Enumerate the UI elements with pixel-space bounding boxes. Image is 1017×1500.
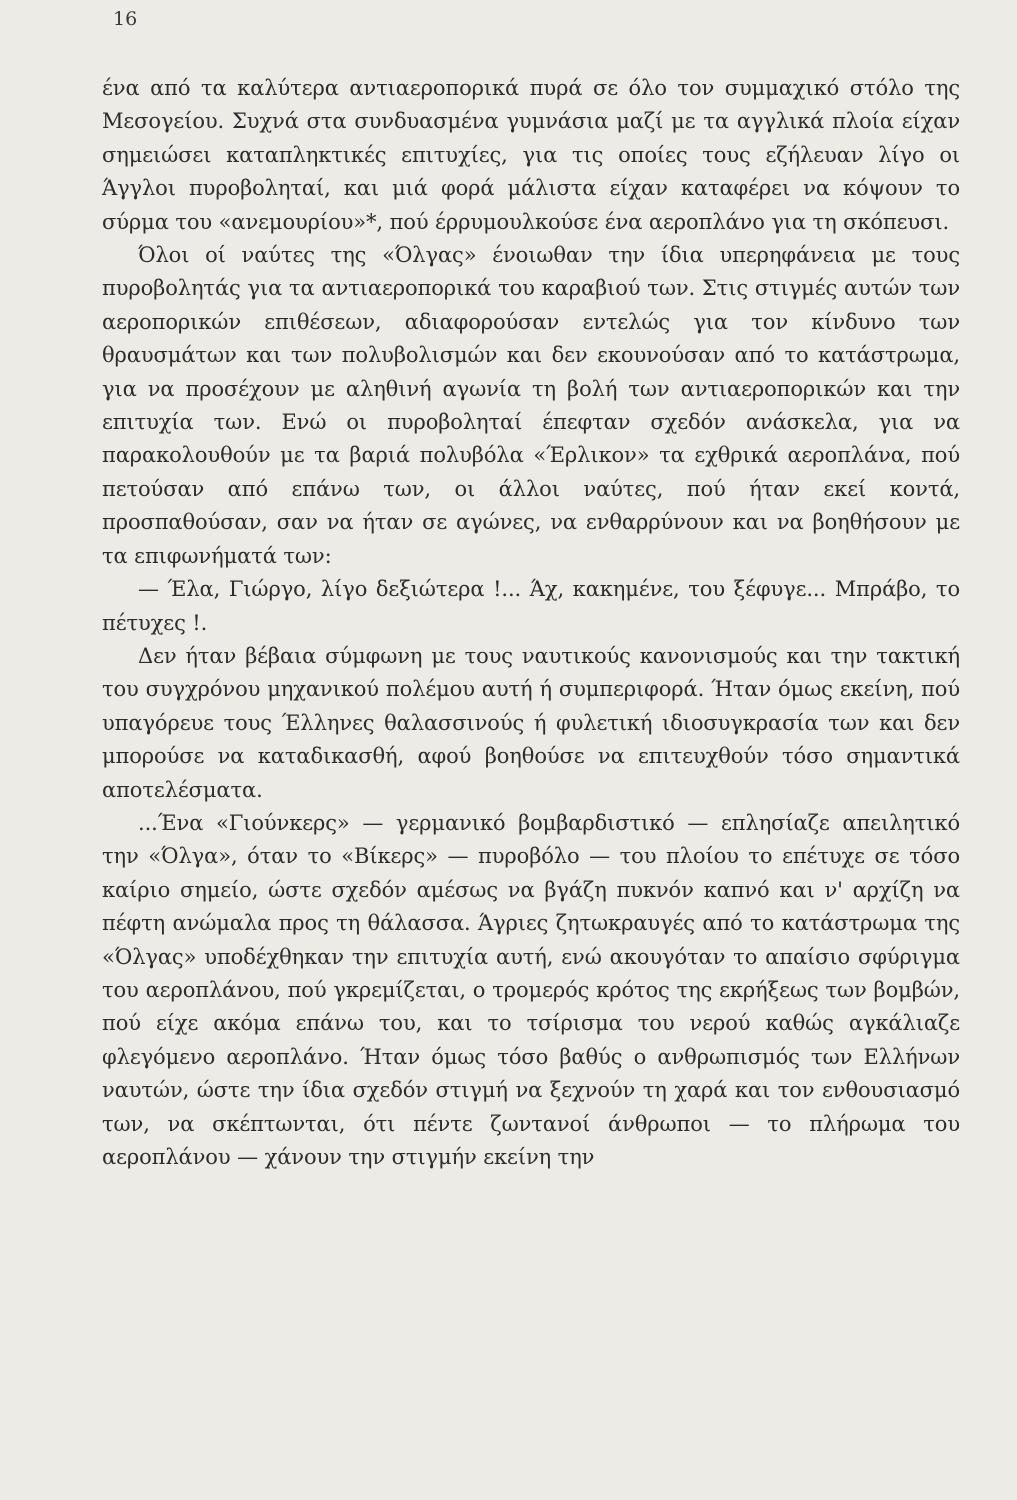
- paragraph-5: ...Ένα «Γιούνκερς» — γερμανικό βομβαρδιστικό — επλησίαζε απειλητικό την «Όλγα», όταν το «Βίκερς» — πυροβόλο — του πλοίου το επέτυχε σε τόσο καίριο σημείο, ώστε σχεδόν αμέσως να βγάζη πυκνόν καπνό και ν' αρχίζη να πέφτη ανώμαλα προς τη θάλασσα. Άγριες ζητωκραυγές από το κατάστρωμα της «Όλγας» υποδέχθηκαν την επιτυχία αυτή, ενώ ακουγόταν το απαίσιο σφύριγμα του αεροπλάνου, πού γκρεμίζεται, ο τρομερός κρότος της εκρήξεως των βομβών, πού είχε ακόμα επάνω του, και το τσίρισμα του νερού καθώς αγκάλιαζε φλεγόμενο αεροπλάνο. Ήταν όμως τόσο βαθύς ο ανθρωπισμός των Ελλήνων ναυτών, ώστε την ίδια σχεδόν στιγμή να ξεχνούν τη χαρά και τον ενθουσιασμό των, να σκέπτωνται, ότι πέντε ζωντανοί άνθρωποι — το πλήρωμα του αεροπλάνου — χάνουν την στιγμήν εκείνη την: [102, 810, 960, 1169]
- paragraph-2: Όλοι οί ναύτες της «Όλγας» ένοιωθαν την ίδια υπερηφάνεια με τους πυροβολητάς για τα αντιαεροπορικά του καραβιού των. Στις στιγμές αυτών των αεροπορικών επιθέσεων, αδιαφορούσαν εντελώς για τον κίνδυνο των θραυσμάτων και των πολυβολισμών και δεν εκουνούσαν από το κατάστρωμα, για να προσέχουν με αληθινή αγωνία τη βολή των αντιαεροπορικών και την επιτυχία των. Ενώ οι πυροβοληταί έπεφταν σχεδόν ανάσκελα, για να παρακολουθούν με τα βαριά πολυβόλα «Έρλικον» τα εχθρικά αεροπλάνα, πού πετούσαν από επάνω των, οι άλλοι ναύτες, πού ήταν εκεί κοντά, προσπαθούσαν, σαν να ήταν σε αγώνες, να ενθαρρύνουν και να βοηθήσουν με τα επιφωνήματά των:: [102, 243, 960, 568]
- text-body: [102, 72, 960, 1174]
- paragraph-3-dialogue: — Έλα, Γιώργο, λίγο δεξιώτερα !... Άχ, κακημένε, του ξέφυγε... Μπράβο, το πέτυχες !.: [102, 577, 960, 635]
- page-number: 16: [113, 8, 138, 30]
- paragraph-4: Δεν ήταν βέβαια σύμφωνη με τους ναυτικούς κανονισμούς και την τακτική του συγχρόνου μηχανικού πολέμου αυτή ή συμπεριφορά. Ήταν όμως εκείνη, πού υπαγόρευε τους Έλληνες θαλασσινούς ή φυλετική ιδιοσυγκρασία των και δεν μπορούσε να καταδικασθή, αφού βοηθούσε να επιτευχθούν τόσο σημαντικά αποτελέσματα.: [102, 643, 960, 802]
- paragraph-1: ένα από τα καλύτερα αντιαεροπορικά πυρά σε όλο τον συμμαχικό στόλο της Μεσογείου. Συχνά στα συνδυασμένα γυμνάσια μαζί με τα αγγλικά πλοία είχαν σημειώσει καταπληκτικές επιτυχίες, για τις οποίες τους εζήλευαν λίγο οι Άγγλοι πυροβοληταί, και μιά φορά μάλιστα είχαν καταφέρει να κόψουν το σύρμα του «ανεμουρίου»*, πού έρρυμουλκούσε ένα αεροπλάνο για τη σκόπευσι.: [102, 76, 960, 234]
